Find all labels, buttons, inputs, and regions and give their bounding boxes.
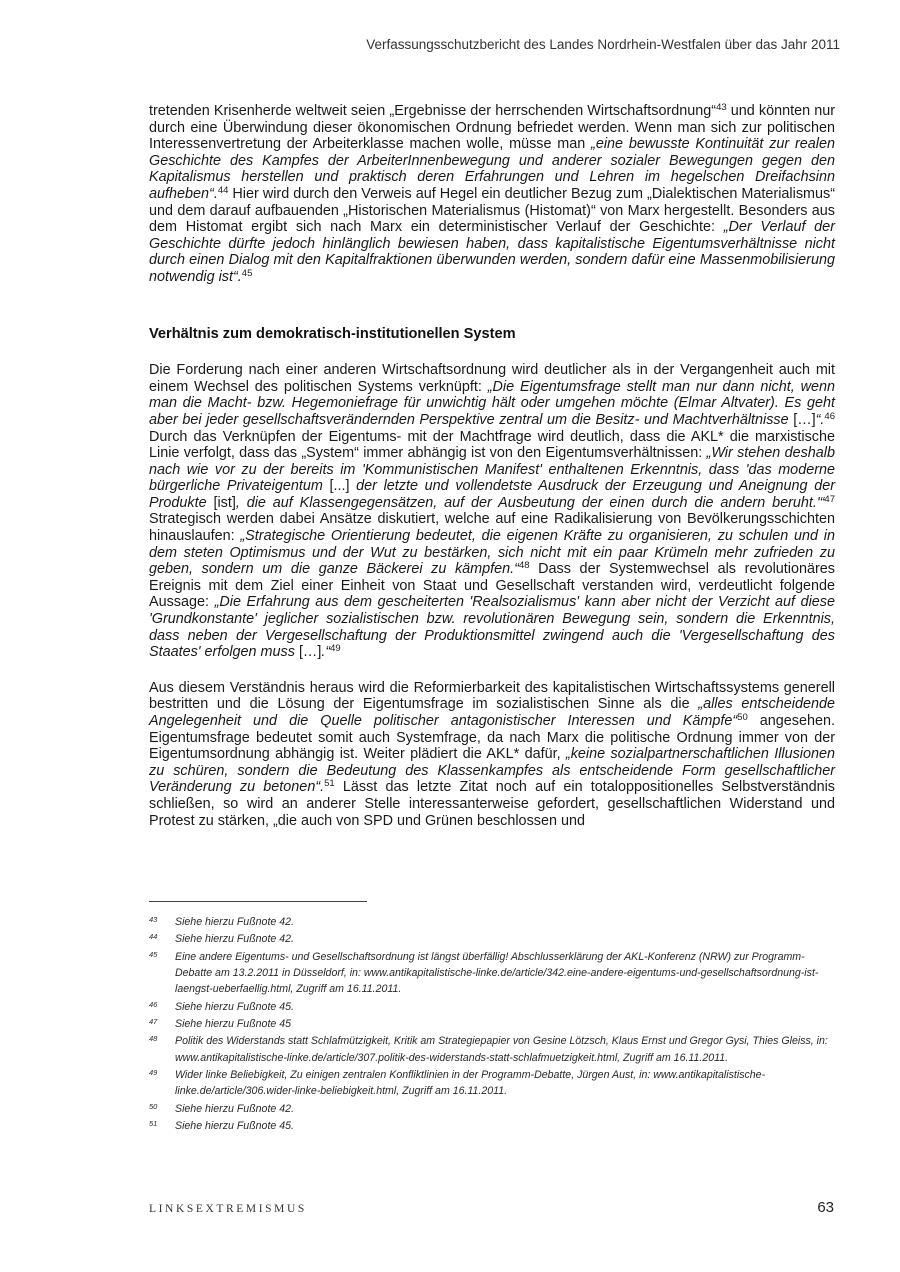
footnote-ref: 50 <box>737 712 748 723</box>
paragraph-text: [...] <box>329 478 350 495</box>
footnote-text: Siehe hierzu Fußnote 42. <box>175 933 294 946</box>
footnote-ref: 45 <box>241 267 253 279</box>
paragraph-text: Strategisch werden dabei Ansätze diskutiert, welche auf eine Radikalisierung von Bevölkerungsschichten hinauslaufen: <box>149 511 835 545</box>
body-paragraph <box>149 103 835 286</box>
paragraph-text: […] <box>793 411 816 428</box>
paragraph-text: angesehen. Eigentumsfrage bedeutet somit auch Systemfrage, da nach Marx die politische Ordnung immer von der Eigentumsordnung abhängig ist. Weiter plädiert die AKL* dafür, <box>149 713 835 763</box>
footnote-number: 44 <box>149 932 158 942</box>
paragraph-text: [ist] <box>213 494 236 511</box>
footnote <box>149 914 835 930</box>
quote-text: „alles entscheidende Angelegenheit und die Quelle politischer antagonistischer Interessen und Kämpfe“ <box>149 696 835 729</box>
body-paragraph <box>149 362 835 661</box>
footnote-text: Politik des Widerstands statt Schlafmützigkeit, Kritik am Strategiepapier von Gesine Lötzsch, Klaus Ernst und Gregor Gysi, Thies Gleiss, in: www.antikapitalistische-linke.de/article/307.politik-des-widerstands-statt-schlafmuetzigkeit.html, Zugriff am 16.11.2011. <box>175 1035 828 1064</box>
quote-text: „Die Eigentumsfrage stellt man nur dann nicht, wenn man die Macht- bzw. Hegemoniefrage für unwichtig hält oder umgehen möchte (Elmar Altvater). Es geht aber bei jeder gesellschaftsverändernden Perspektive zentral um die Besitz- und Machtverhältnisse <box>149 378 835 428</box>
page-number: 63 <box>817 1199 834 1216</box>
section-heading: Verhältnis zum demokratisch-institutionellen System <box>149 325 516 342</box>
footnote-number: 45 <box>149 949 158 959</box>
quote-text: .“ <box>321 644 331 661</box>
footnote-ref: 48 <box>518 560 530 572</box>
paragraph-text: tretenden Krisenherde weltweit seien „Ergebnisse der herrschenden Wirtschaftsordnung“ <box>149 103 717 119</box>
footnote-ref: 46 <box>824 410 835 422</box>
footnote-ref: 49 <box>330 643 341 655</box>
footnote-text: Wider linke Beliebigkeit, Zu einigen zentralen Konfliktlinien in der Programm-Debatte, Jürgen Aust, in: www.antikapitalistische-linke.de/article/306.wider-linke-beliebigkeit.html, Zugriff am 16.11.2011. <box>175 1068 766 1098</box>
footnote <box>149 1067 835 1099</box>
footnote-text: Siehe hierzu Fußnote 42. <box>175 1102 294 1115</box>
footnote-number: 47 <box>149 1016 158 1026</box>
footnote-text: Siehe hierzu Fußnote 45 <box>175 1017 292 1030</box>
body-paragraph <box>149 680 835 829</box>
footnote <box>149 1101 835 1117</box>
footnote <box>149 931 835 947</box>
footnote-number: 49 <box>149 1067 158 1077</box>
paragraph-text: Aus diesem Verständnis heraus wird die Reformierbarkeit des kapitalistischen Wirtschaftssystems generell bestritten und die Lösung der Eigentumsfrage im sozialistischen Sinne als die <box>149 679 835 713</box>
footnote-ref: 47 <box>824 493 835 505</box>
footnote <box>149 1118 835 1134</box>
quote-text: „Wir stehen deshalb nach wie vor zu der bereits im 'Kommunistischen Manifest' enthaltenen Erkenntnis, dass 'das moderne bürgerliche Privateigentum <box>149 445 835 495</box>
footnote-number: 43 <box>149 915 158 924</box>
quote-text: der letzte und vollendetste Ausdruck der Erzeugung und Aneignung der Produkte <box>149 478 835 511</box>
footnote <box>149 949 835 998</box>
footnote-number: 51 <box>149 1118 158 1128</box>
footnote <box>149 1016 835 1032</box>
footnote <box>149 999 835 1015</box>
paragraph-text: Hier wird durch den Verweis auf Hegel ein deutlicher Bezug zum „Dialektischen Materialismus“ und dem darauf aufbauenden „Historischen Materialismus (Histomat)“ von Marx hergestellt. Besonders aus dem Histomat ergibt sich nach Marx ein deterministischer Verlauf der Geschichte: <box>149 185 835 236</box>
paragraph-text: und könnten nur durch eine Überwindung dieser ökonomischen Ordnung befriedet werden. Wenn man sich zur politischen Interessenvertretung der Arbeiterklasse machen wolle, müsse man <box>149 103 835 153</box>
paragraph-text: Durch das Verknüpfen der Eigentums- mit der Machtfrage wird deutlich, dass die AKL* die marxistische Linie verfolgt, dass das „System“ immer abhängig ist von den Eigentumsverhältnissen: <box>149 428 835 462</box>
quote-text: „Der Verlauf der Geschichte dürfte jedoch hinlänglich bewiesen haben, dass kapitalistische Eigentumsverhältnisse nicht durch einen Dialog mit den Kapitalfraktionen überwunden werden, sondern dafür eine Massenmobilisierung notwendig ist“. <box>149 219 835 285</box>
paragraph-text: […] <box>298 644 322 661</box>
quote-text: „keine sozialpartnerschaftlichen Illusionen zu schüren, sondern die Bedeutung des Klassenkampfes als entscheidende Form gesellschaftlicher Veränderung zu betonen“. <box>149 746 835 796</box>
quote-text: „eine bewusste Kontinuität zur realen Geschichte des Kampfes der ArbeiterInnenbewegung und anderer sozialer Bewegungen gegen den Kapitalismus herstellen und praktisch deren Erfahrungen und Lehren im hegelschen Dreifachsinn aufheben“. <box>149 136 835 202</box>
footnote-text: Siehe hierzu Fußnote 45. <box>175 1119 294 1132</box>
main-text <box>149 103 835 829</box>
quote-text: „Strategische Orientierung bedeutet, die eigenen Kräfte zu organisieren, zu schulen und in dem steten Optimismus und der Wut zu bestärken, sich nicht mit ein paar Krümeln mehr zufrieden zu geben, sondern um die ganze Bäckerei zu kämpfen.“ <box>149 528 835 578</box>
footer-section-label: LINKSEXTREMISMUS <box>149 1203 307 1215</box>
footnote <box>149 1033 835 1065</box>
footnote-separator <box>149 901 367 902</box>
footnote-number: 46 <box>149 999 158 1009</box>
footnote-text: Siehe hierzu Fußnote 45. <box>175 1000 294 1013</box>
footnote-ref: 51 <box>324 778 335 790</box>
paragraph-text: Dass der Systemwechsel als revolutionäres Ereignis mit dem Ziel einer Einheit von Staat und Gesellschaft verstanden wird, verdeutlicht folgende Aussage: <box>149 561 835 611</box>
quote-text: , die auf Klassengegensätzen, auf der Ausbeutung der einen durch die andern beruht.'“ <box>235 494 825 511</box>
footnote-number: 50 <box>149 1101 158 1111</box>
quote-text: “. <box>815 411 825 428</box>
footnote-text: Siehe hierzu Fußnote 42. <box>175 916 294 928</box>
running-header: Verfassungsschutzbericht des Landes Nordrhein-Westfalen über das Jahr 2011 <box>366 37 840 52</box>
footnote-ref: 44 <box>217 184 229 196</box>
footnote-number: 48 <box>149 1034 158 1044</box>
paragraph-text: Lässt das letzte Zitat noch auf ein totaloppositionelles Selbstverständnis schließen, so wird an anderer Stelle interessanterweise gefordert, gesellschaftlichen Widerstand und Protest zu stärken, „die auch von SPD und Grünen beschlossen und <box>149 779 835 829</box>
footnote-ref: 43 <box>716 102 727 113</box>
footnotes <box>149 914 835 1135</box>
paragraph-text: Die Forderung nach einer anderen Wirtschaftsordnung wird deutlicher als in der Vergangenheit auch mit einem Wechsel des politischen Systems verknüpft: <box>149 362 835 395</box>
quote-text: „Die Erfahrung aus dem gescheiterten 'Realsozialismus' kann aber nicht der Verzicht auf diese 'Grundkonstante' jeglicher sozialistischen bzw. revolutionären Bewegung sein, sondern die Erkenntnis, dass neben der Vergesellschaftung der Produktionsmittel zwingend auch die 'Vergesellschaftung des Staates' erfolgen muss <box>149 594 835 661</box>
footnote-text: Eine andere Eigentums- und Gesellschaftsordnung ist längst überfällig! Abschlusserklärung der AKL-Konferenz (NRW) zur Programm-Debatte am 13.2.2011 in Düsseldorf, in: www.antikapitalistische-linke.de/article/342.eine-andere-eigentums-und-gesellschaftsordnung-ist-laengst-ueberfaellig.html, Zugriff am 16.11.2011. <box>175 950 819 996</box>
